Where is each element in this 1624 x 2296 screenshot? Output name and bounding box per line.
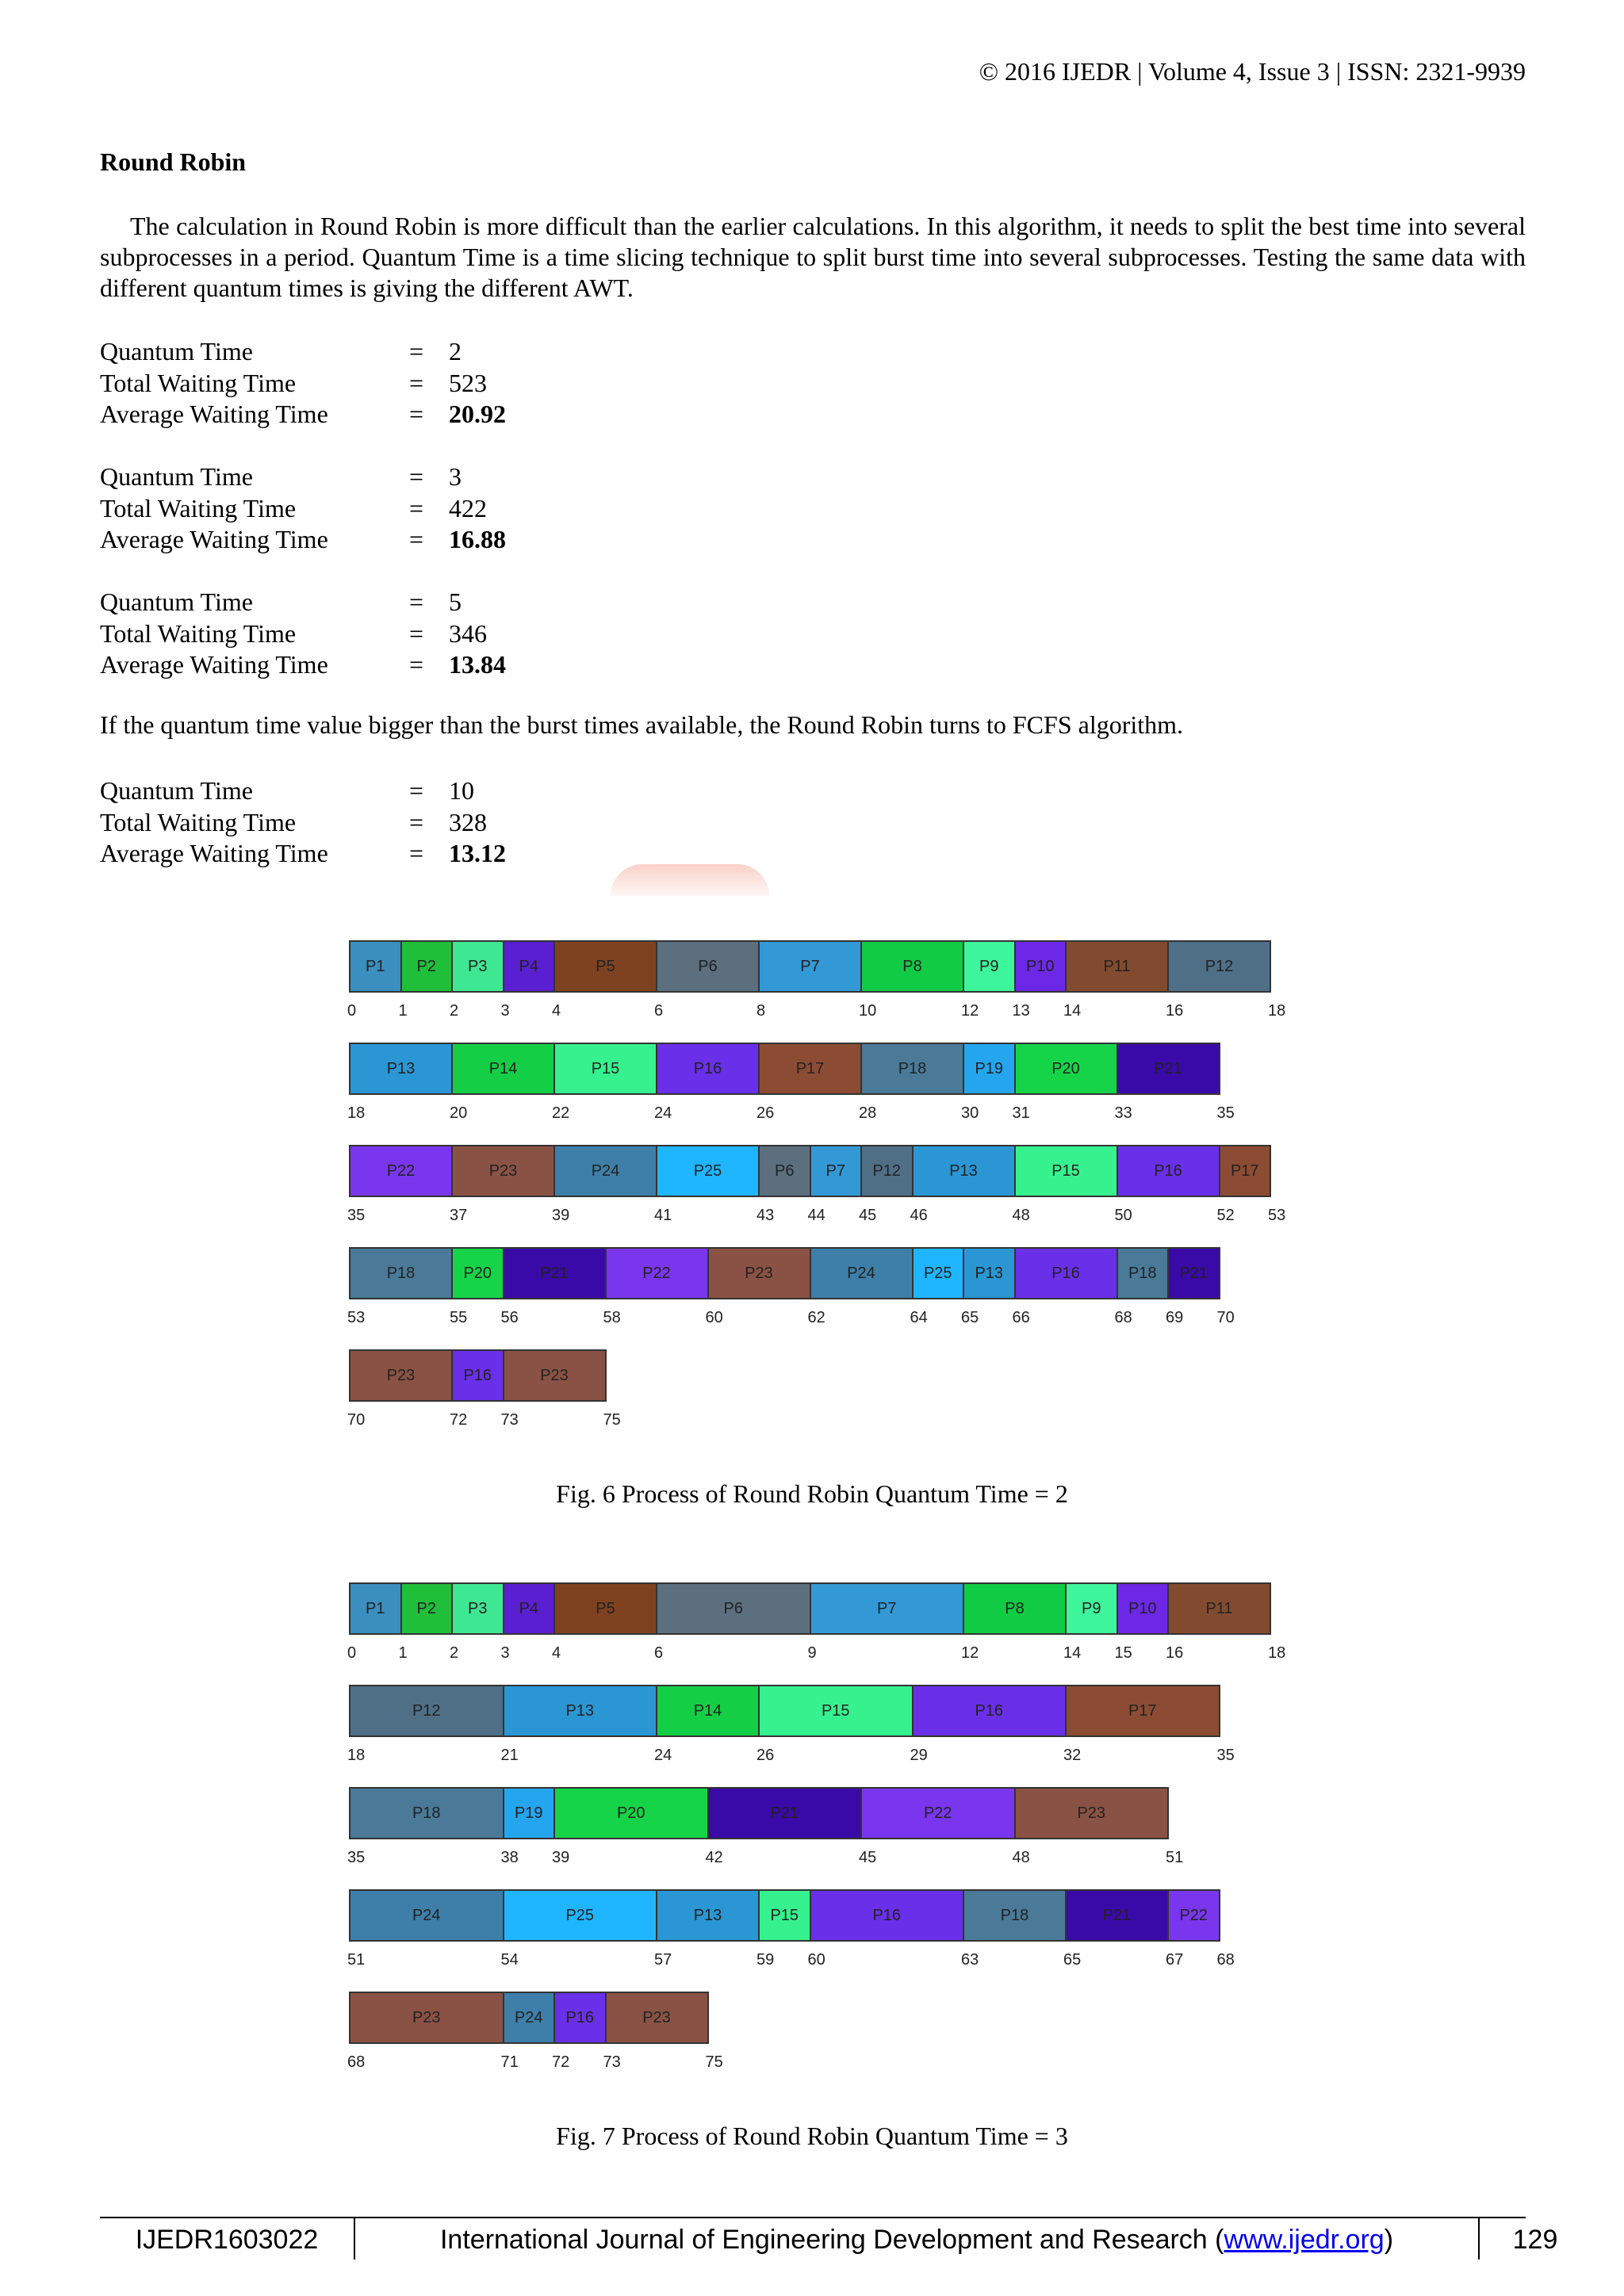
gantt-tick-label: 32 <box>1063 1747 1082 1764</box>
gantt-tick-label: 35 <box>1216 1104 1235 1122</box>
stat-value: 3 <box>449 462 462 491</box>
stat-equals: = <box>409 650 424 679</box>
stat-row <box>100 649 506 681</box>
figure-caption: Fig. 6 Process of Round Robin Quantum Time = 2 <box>556 1479 1068 1508</box>
gantt-segment: P15 <box>758 1889 811 1942</box>
gantt-segment: P6 <box>656 1582 811 1635</box>
gantt-tick-label: 13 <box>1012 1002 1030 1020</box>
gantt-segment: P16 <box>1116 1145 1220 1197</box>
gantt-segment: P11 <box>1167 1582 1271 1635</box>
gantt-tick-label: 14 <box>1063 1002 1082 1020</box>
gantt-tick-label: 6 <box>654 1644 664 1662</box>
section-title: Round Robin <box>100 147 247 176</box>
stat-label: Average Waiting Time <box>100 839 328 867</box>
gantt-tick-label: 4 <box>552 1644 561 1662</box>
gantt-tick-label: 20 <box>450 1104 468 1122</box>
footer-journal <box>355 2218 1478 2258</box>
gantt-tick-label: 30 <box>961 1104 979 1122</box>
stats-block <box>100 336 506 430</box>
gantt-tick-label: 12 <box>961 1002 979 1020</box>
gantt-tick-label: 60 <box>705 1309 723 1326</box>
gantt-segment: P23 <box>605 1992 709 2044</box>
stat-label: Average Waiting Time <box>100 400 328 428</box>
stat-value: 5 <box>449 587 462 616</box>
gantt-tick-label: 3 <box>500 1002 510 1020</box>
gantt-segment: P18 <box>860 1043 964 1095</box>
gantt-tick-label: 18 <box>347 1747 366 1764</box>
fcfs-note: If the quantum time value bigger than the burst times available, the Round Robin turns to FCFS algorithm. <box>100 710 1184 739</box>
gantt-tick-label: 3 <box>500 1644 510 1662</box>
gantt-segment: P21 <box>1065 1889 1169 1942</box>
stat-value: 2 <box>449 337 462 365</box>
gantt-segment: P15 <box>758 1685 914 1737</box>
stat-label: Total Waiting Time <box>100 493 297 522</box>
gantt-segment: P15 <box>1014 1145 1118 1197</box>
gantt-tick-label: 62 <box>807 1309 825 1326</box>
gantt-segment: P12 <box>349 1685 504 1737</box>
gantt-segment: P12 <box>1167 940 1271 993</box>
footer-journal-suffix: ) <box>1384 2225 1394 2255</box>
page-footer <box>100 2217 1558 2260</box>
stat-equals: = <box>409 368 424 397</box>
gantt-segment: P16 <box>553 1992 607 2044</box>
figure-caption: Fig. 7 Process of Round Robin Quantum Time = 3 <box>556 2122 1068 2150</box>
stat-value: 16.88 <box>449 525 506 553</box>
stat-equals: = <box>409 618 424 648</box>
gantt-tick-label: 45 <box>859 1849 877 1866</box>
stat-equals: = <box>409 462 424 491</box>
watermark-logo <box>611 864 769 896</box>
gantt-segment: P20 <box>451 1247 504 1299</box>
gantt-segment: P19 <box>503 1787 556 1839</box>
gantt-segment: P21 <box>1116 1043 1220 1095</box>
gantt-tick-label: 0 <box>347 1644 357 1662</box>
gantt-segment: P21 <box>1167 1247 1220 1299</box>
stat-row <box>100 838 506 870</box>
stat-label: Average Waiting Time <box>100 650 328 679</box>
gantt-segment: P21 <box>707 1787 863 1839</box>
gantt-segment: P6 <box>758 1145 811 1197</box>
gantt-tick-label: 56 <box>500 1309 519 1326</box>
gantt-tick-label: 42 <box>705 1849 723 1866</box>
gantt-tick-label: 69 <box>1166 1309 1184 1326</box>
gantt-tick-label: 45 <box>859 1207 877 1224</box>
gantt-tick-label: 16 <box>1166 1644 1184 1662</box>
gantt-segment: P9 <box>963 940 1016 993</box>
gantt-tick-label: 1 <box>398 1002 408 1020</box>
gantt-tick-label: 0 <box>347 1002 357 1020</box>
stat-row <box>100 336 506 368</box>
gantt-tick-label: 64 <box>910 1309 928 1326</box>
gantt-segment: P21 <box>503 1247 607 1299</box>
gantt-tick-label: 65 <box>961 1309 979 1326</box>
stat-equals: = <box>409 807 424 836</box>
gantt-segment: P25 <box>503 1889 658 1942</box>
stat-value: 13.84 <box>449 650 506 679</box>
gantt-segment: P4 <box>503 1582 556 1635</box>
gantt-tick-label: 24 <box>654 1747 672 1764</box>
gantt-tick-label: 52 <box>1216 1207 1235 1224</box>
journal-link[interactable]: www.ijedr.org <box>1224 2225 1385 2255</box>
gantt-tick-label: 10 <box>859 1002 877 1020</box>
gantt-segment: P5 <box>553 1582 657 1635</box>
gantt-tick-label: 71 <box>500 2053 519 2071</box>
intro-paragraph: The calculation in Round Robin is more difficult than the earlier calculations. In this algorithm, it needs to split the best time into several subprocesses in a period. Quantum Time is a time slicing technique to split burst time into several subprocesses. Testing the same data with different quantum times is giving the different AWT. <box>100 212 1526 302</box>
gantt-segment: P18 <box>349 1787 504 1839</box>
gantt-tick-label: 55 <box>450 1309 468 1326</box>
stat-value: 422 <box>449 493 487 522</box>
gantt-segment: P1 <box>349 1582 402 1635</box>
gantt-segment: P4 <box>503 940 556 993</box>
footer-paper-id: IJEDR1603022 <box>135 2225 319 2255</box>
gantt-segment: P9 <box>1065 1582 1118 1635</box>
stat-row <box>100 524 506 556</box>
gantt-segment: P8 <box>860 940 964 993</box>
gantt-segment: P18 <box>1116 1247 1170 1299</box>
gantt-tick-label: 41 <box>654 1207 672 1224</box>
gantt-segment: P22 <box>1167 1889 1220 1942</box>
stat-label: Quantum Time <box>100 337 253 365</box>
stat-value: 10 <box>449 776 474 805</box>
stat-equals: = <box>409 587 424 616</box>
gantt-segment: P13 <box>656 1889 760 1942</box>
gantt-segment: P16 <box>1014 1247 1118 1299</box>
gantt-segment: P17 <box>1219 1145 1272 1197</box>
gantt-segment: P22 <box>349 1145 453 1197</box>
gantt-segment: P20 <box>553 1787 709 1839</box>
gantt-tick-label: 48 <box>1012 1207 1030 1224</box>
stat-value: 20.92 <box>449 400 506 428</box>
gantt-segment: P14 <box>656 1685 760 1737</box>
stat-value: 523 <box>449 368 487 397</box>
gantt-segment: P16 <box>912 1685 1067 1737</box>
gantt-tick-label: 28 <box>859 1104 877 1122</box>
gantt-tick-label: 58 <box>603 1309 621 1326</box>
stats-block <box>100 461 506 556</box>
gantt-tick-label: 37 <box>450 1207 468 1224</box>
stat-equals: = <box>409 776 424 805</box>
gantt-segment: P24 <box>503 1992 556 2044</box>
gantt-segment: P2 <box>400 1582 454 1635</box>
gantt-segment: P3 <box>451 940 504 993</box>
stat-row <box>100 775 506 807</box>
stat-value: 13.12 <box>449 839 506 867</box>
gantt-tick-label: 53 <box>347 1309 366 1326</box>
gantt-tick-label: 72 <box>552 2053 570 2071</box>
gantt-tick-label: 14 <box>1063 1644 1082 1662</box>
gantt-tick-label: 1 <box>398 1644 408 1662</box>
stat-row <box>100 618 506 650</box>
gantt-segment: P10 <box>1014 940 1067 993</box>
gantt-tick-label: 51 <box>1166 1849 1184 1866</box>
gantt-segment: P24 <box>349 1889 504 1942</box>
gantt-segment: P17 <box>758 1043 862 1095</box>
gantt-segment: P23 <box>1014 1787 1170 1839</box>
gantt-tick-label: 67 <box>1166 1951 1184 1969</box>
stat-label: Total Waiting Time <box>100 618 297 648</box>
gantt-tick-label: 60 <box>807 1951 825 1969</box>
gantt-segment: P25 <box>912 1247 965 1299</box>
gantt-tick-label: 33 <box>1114 1104 1132 1122</box>
gantt-segment: P10 <box>1116 1582 1170 1635</box>
gantt-segment: P20 <box>1014 1043 1118 1095</box>
gantt-segment: P24 <box>553 1145 657 1197</box>
gantt-tick-label: 18 <box>347 1104 366 1122</box>
gantt-tick-label: 43 <box>756 1207 775 1224</box>
gantt-segment: P23 <box>451 1145 555 1197</box>
gantt-tick-label: 73 <box>500 1411 519 1429</box>
gantt-segment: P23 <box>349 1349 453 1402</box>
gantt-segment: P11 <box>1065 940 1169 993</box>
stat-equals: = <box>409 400 424 428</box>
gantt-tick-label: 38 <box>500 1849 519 1866</box>
stat-equals: = <box>409 493 424 522</box>
stat-label: Quantum Time <box>100 587 253 616</box>
gantt-tick-label: 2 <box>450 1002 459 1020</box>
gantt-segment: P5 <box>553 940 657 993</box>
gantt-tick-label: 70 <box>347 1411 366 1429</box>
gantt-segment: P18 <box>349 1247 453 1299</box>
stat-value: 328 <box>449 807 487 836</box>
gantt-tick-label: 29 <box>910 1747 928 1764</box>
stat-equals: = <box>409 337 424 365</box>
gantt-tick-label: 2 <box>450 1644 459 1662</box>
stat-label: Total Waiting Time <box>100 807 297 836</box>
gantt-segment: P12 <box>860 1145 914 1197</box>
stat-row <box>100 399 506 430</box>
gantt-tick-label: 46 <box>910 1207 928 1224</box>
gantt-tick-label: 39 <box>552 1849 570 1866</box>
gantt-tick-label: 72 <box>450 1411 468 1429</box>
gantt-segment: P19 <box>963 1043 1016 1095</box>
gantt-tick-label: 75 <box>603 1411 621 1429</box>
footer-journal-prefix: International Journal of Engineering Development and Research ( <box>439 2225 1224 2255</box>
gantt-tick-label: 57 <box>654 1951 672 1969</box>
gantt-tick-label: 24 <box>654 1104 672 1122</box>
gantt-tick-label: 50 <box>1114 1207 1132 1224</box>
gantt-tick-label: 70 <box>1216 1309 1235 1326</box>
gantt-segment: P15 <box>553 1043 657 1095</box>
gantt-segment: P22 <box>605 1247 709 1299</box>
gantt-tick-label: 6 <box>654 1002 664 1020</box>
stat-label: Total Waiting Time <box>100 368 297 397</box>
gantt-tick-label: 66 <box>1012 1309 1030 1326</box>
gantt-segment: P23 <box>349 1992 504 2044</box>
gantt-tick-label: 75 <box>705 2053 723 2071</box>
gantt-segment: P17 <box>1065 1685 1220 1737</box>
stat-label: Average Waiting Time <box>100 525 328 553</box>
gantt-segment: P18 <box>963 1889 1067 1942</box>
gantt-tick-label: 12 <box>961 1644 979 1662</box>
stat-row <box>100 807 506 839</box>
gantt-segment: P13 <box>963 1247 1016 1299</box>
gantt-tick-label: 31 <box>1012 1104 1030 1122</box>
gantt-segment: P8 <box>963 1582 1067 1635</box>
stat-row <box>100 493 506 525</box>
stat-equals: = <box>409 525 424 553</box>
gantt-segment: P23 <box>503 1349 607 1402</box>
gantt-tick-label: 59 <box>756 1951 775 1969</box>
gantt-tick-label: 35 <box>347 1849 366 1866</box>
gantt-tick-label: 68 <box>1216 1951 1235 1969</box>
gantt-segment: P3 <box>451 1582 504 1635</box>
stat-row <box>100 368 506 400</box>
gantt-tick-label: 35 <box>1216 1747 1235 1764</box>
gantt-tick-label: 44 <box>807 1207 825 1224</box>
gantt-tick-label: 22 <box>552 1104 570 1122</box>
gantt-segment: P14 <box>451 1043 555 1095</box>
gantt-tick-label: 4 <box>552 1002 561 1020</box>
stat-row <box>100 461 506 493</box>
gantt-tick-label: 53 <box>1268 1207 1286 1224</box>
gantt-tick-label: 18 <box>1268 1002 1286 1020</box>
gantt-tick-label: 21 <box>500 1747 519 1764</box>
gantt-tick-label: 18 <box>1268 1644 1286 1662</box>
stats-block <box>100 775 506 870</box>
gantt-tick-label: 73 <box>603 2053 621 2071</box>
stat-label: Quantum Time <box>100 776 253 805</box>
gantt-segment: P1 <box>349 940 402 993</box>
stat-equals: = <box>409 839 424 867</box>
gantt-segment: P16 <box>451 1349 504 1402</box>
gantt-segment: P16 <box>810 1889 965 1942</box>
gantt-segment: P24 <box>810 1247 914 1299</box>
gantt-segment: P7 <box>810 1145 863 1197</box>
gantt-segment: P13 <box>912 1145 1016 1197</box>
gantt-tick-label: 35 <box>347 1207 366 1224</box>
stat-value: 346 <box>449 618 487 648</box>
gantt-segment: P6 <box>656 940 760 993</box>
gantt-segment: P23 <box>707 1247 811 1299</box>
gantt-segment: P7 <box>810 1582 965 1635</box>
gantt-segment: P25 <box>656 1145 760 1197</box>
gantt-tick-label: 8 <box>756 1002 766 1020</box>
gantt-tick-label: 54 <box>500 1951 519 1969</box>
gantt-tick-label: 68 <box>1114 1309 1132 1326</box>
gantt-tick-label: 9 <box>807 1644 817 1662</box>
gantt-tick-label: 51 <box>347 1951 366 1969</box>
stat-label: Quantum Time <box>100 462 253 491</box>
gantt-tick-label: 15 <box>1114 1644 1132 1662</box>
gantt-tick-label: 26 <box>756 1747 775 1764</box>
gantt-tick-label: 65 <box>1063 1951 1082 1969</box>
gantt-segment: P13 <box>503 1685 658 1737</box>
gantt-tick-label: 48 <box>1012 1849 1030 1866</box>
gantt-tick-label: 63 <box>961 1951 979 1969</box>
gantt-segment: P13 <box>349 1043 453 1095</box>
stat-row <box>100 587 506 618</box>
gantt-tick-label: 68 <box>347 2053 366 2071</box>
footer-page-number: 129 <box>1512 2225 1558 2255</box>
gantt-segment: P2 <box>400 940 454 993</box>
gantt-tick-label: 16 <box>1166 1002 1184 1020</box>
gantt-tick-label: 26 <box>756 1104 775 1122</box>
gantt-tick-label: 39 <box>552 1207 570 1224</box>
page-header: © 2016 IJEDR | Volume 4, Issue 3 | ISSN: 2321-9939 <box>979 57 1526 86</box>
gantt-segment: P16 <box>656 1043 760 1095</box>
gantt-segment: P22 <box>860 1787 1016 1839</box>
stats-block <box>100 587 506 681</box>
gantt-segment: P7 <box>758 940 862 993</box>
